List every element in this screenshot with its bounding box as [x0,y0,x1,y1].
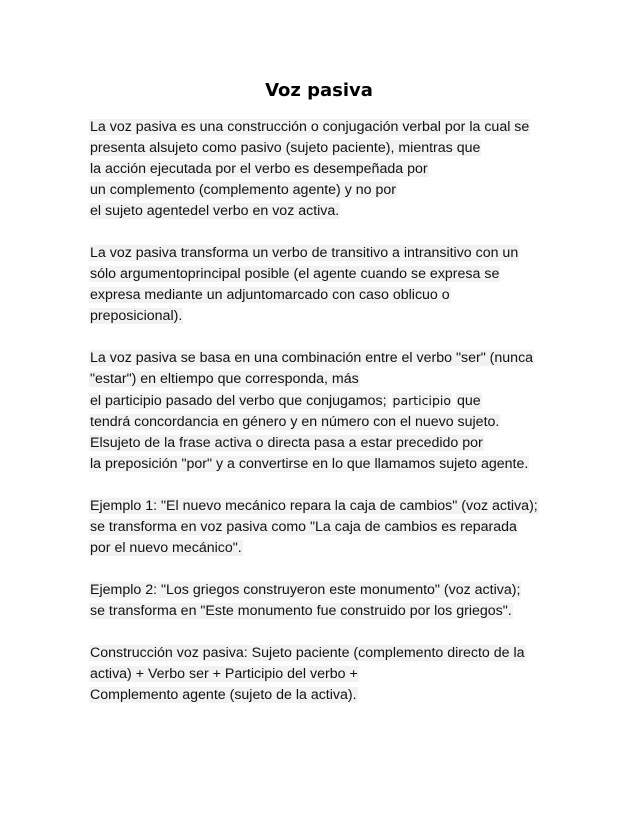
text-line: Ejemplo 2: "Los griegos construyeron este monumento" (voz activa); [90,582,521,598]
paragraph-formation [89,348,559,475]
paragraph-example-2 [89,580,559,622]
text-line: por el nuevo mecánico". [90,540,242,556]
text-line: presenta alsujeto como pasivo (sujeto paciente), mientras que [90,140,481,156]
text-line: la acción ejecutada por el verbo es desempeñada por [90,161,428,177]
text-line: La voz pasiva es una construcción o conjugación verbal por la cual se [90,119,530,135]
text-line: se transforma en voz pasiva como "La caja de cambios es reparada [90,519,517,535]
paragraph-example-1 [89,496,559,559]
text-line: sólo argumentoprincipal posible (el agente cuando se expresa se [90,266,500,282]
text-line: tendrá concordancia en género y en número con el nuevo sujeto. [90,414,500,430]
text-line: "estar") en eltiempo que corresponda, más [90,371,359,387]
text-line: Complemento agente (sujeto de la activa). [90,687,357,703]
text-fragment: que [456,393,481,409]
text-line: Construcción voz pasiva: Sujeto paciente (complemento directo de la [90,645,525,661]
paragraph-transformation [89,243,559,327]
paragraph-definition [89,117,559,222]
text-line: preposicional). [90,308,183,324]
text-line: se transforma en "Este monumento fue construido por los griegos". [90,603,512,619]
text-line: expresa mediante un adjuntomarcado con caso oblicuo o [90,287,450,303]
text-line: La voz pasiva transforma un verbo de transitivo a intransitivo con un [90,245,519,261]
paragraph-construction [89,643,559,706]
page-title: Voz pasiva [265,80,373,101]
text-line: el participio pasado del verbo que conjugamos; [90,393,387,409]
text-line: el sujeto agentedel verbo en voz activa. [90,203,340,219]
text-fragment-participio: participio [392,393,452,408]
text-line: activa) + Verbo ser + Participio del verbo + [90,666,358,682]
text-line: Elsujeto de la frase activa o directa pasa a estar precedido por [90,435,483,451]
text-line: la preposición "por" y a convertirse en lo que llamamos sujeto agente. [90,456,529,472]
document-body [89,117,559,727]
text-line: La voz pasiva se basa en una combinación entre el verbo "ser" (nunca [90,350,534,366]
text-line: Ejemplo 1: "El nuevo mecánico repara la caja de cambios" (voz activa); [90,498,538,514]
text-line: un complemento (complemento agente) y no por [90,182,396,198]
